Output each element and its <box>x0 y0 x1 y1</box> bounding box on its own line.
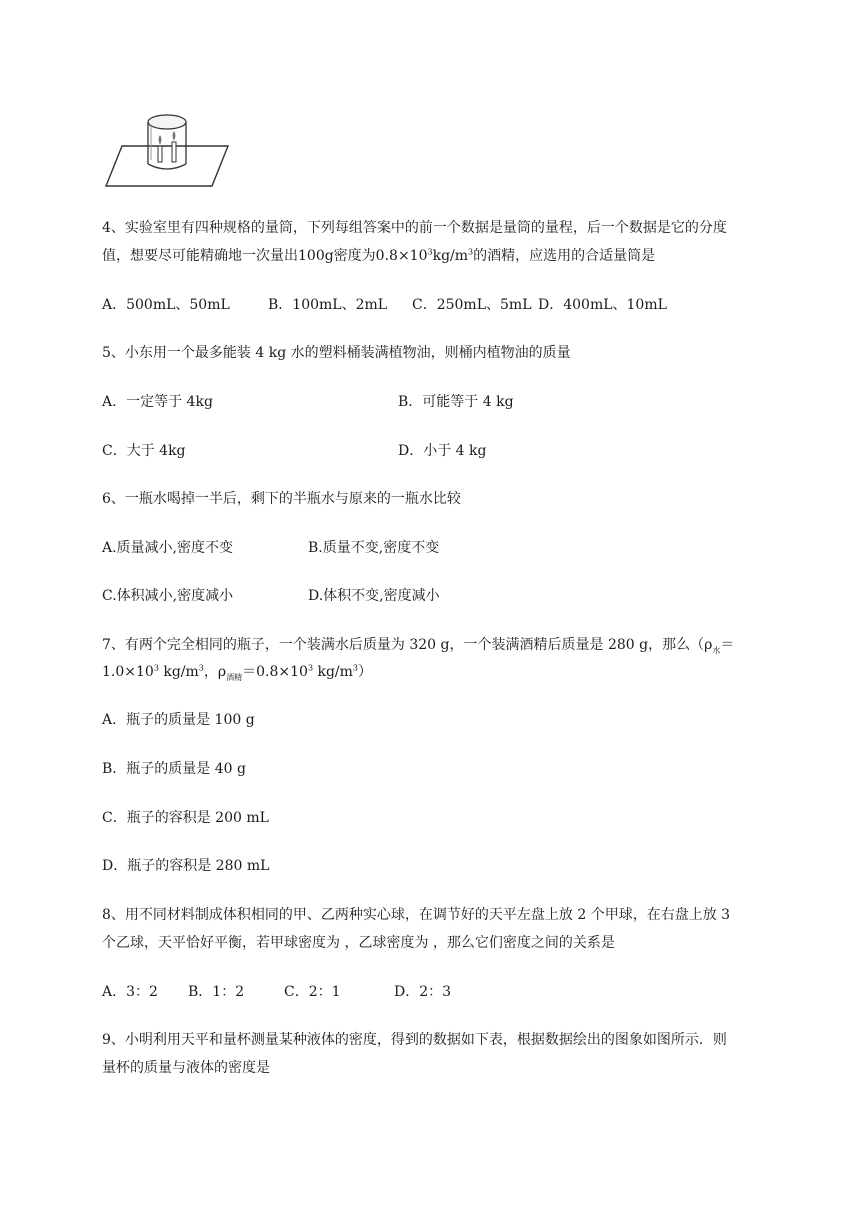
q5-option-a: A．一定等于 4kg <box>102 394 213 410</box>
q6-stem: 6、一瓶水喝掉一半后，剩下的半瓶水与原来的一瓶水比较 <box>102 491 461 507</box>
q7-stem-line2: $1.0\times 10^3$ $kg/m^3$，$\rho_{酒精}=0.8\times 10^3$ $kg/m^3$） <box>102 663 373 682</box>
q7-stem-line1: 7、有两个完全相同的瓶子，一个装满水后质量为 320 g，一个装满酒精后质量是 280 g，那么（$\rho_水=$ <box>102 637 735 655</box>
q4-stem-line1: 4、实验室里有四种规格的量筒，下列每组答案中的前一个数据是量筒的量程，后一个数据是它的分度 <box>102 220 727 236</box>
q7-option-b: B．瓶子的质量是 40 g <box>102 761 246 777</box>
q8-option-b: B．1：2 <box>188 984 245 1000</box>
q8-option-c: C．2：1 <box>284 984 341 1000</box>
q5-option-b: B．可能等于 4 kg <box>398 394 514 410</box>
q6-option-a: A.质量减小,密度不变 <box>102 540 234 556</box>
q5-option-d: D．小于 4 kg <box>398 443 487 459</box>
q6-option-c: C.体积减小,密度减小 <box>102 588 234 604</box>
q5-option-c: C．大于 4kg <box>102 443 186 459</box>
q8-stem-line1: 8、用不同材料制成体积相同的甲、乙两种实心球，在调节好的天平左盘上放 2 个甲球，在右盘上放 3 <box>102 907 731 923</box>
q4-option-d: D．400mL、10mL <box>538 297 667 313</box>
q6-option-b: B.质量不变,密度不变 <box>308 540 440 556</box>
q8-option-a: A．3：2 <box>102 984 158 1000</box>
q4-option-b: B．100mL、2mL <box>268 297 388 313</box>
q7-option-c: C．瓶子的容积是 200 mL <box>102 810 269 826</box>
q9-stem-line2: 量杯的质量与液体的密度是 <box>102 1060 270 1076</box>
q6-option-d: D.体积不变,密度减小 <box>308 588 440 604</box>
q7-option-d: D．瓶子的容积是 280 mL <box>102 858 270 874</box>
q7-option-a: A．瓶子的质量是 100 g <box>102 712 255 728</box>
q5-stem: 5、小东用一个最多能装 4 kg 水的塑料桶装满植物油，则桶内植物油的质量 <box>102 345 571 361</box>
q4-option-a: A．500mL、50mL <box>102 297 230 313</box>
q9-stem-line1: 9、小明利用天平和量杯测量某种液体的密度，得到的数据如下表，根据数据绘出的图象如图所示．则 <box>102 1032 727 1048</box>
q8-option-d: D．2：3 <box>394 984 452 1000</box>
q4-stem-line2: 值，想要尽可能精确地一次量出100g密度为$0.8\times 10^3kg/m^3$的酒精，应选用的合适量筒是 <box>102 247 656 264</box>
jar-candles-figure <box>104 108 232 190</box>
q8-stem-line2: 个乙球，天平恰好平衡，若甲球密度为 ，乙球密度为 ，那么它们密度之间的关系是 <box>102 935 615 951</box>
q4-option-c: C．250mL、5mL <box>412 297 532 313</box>
